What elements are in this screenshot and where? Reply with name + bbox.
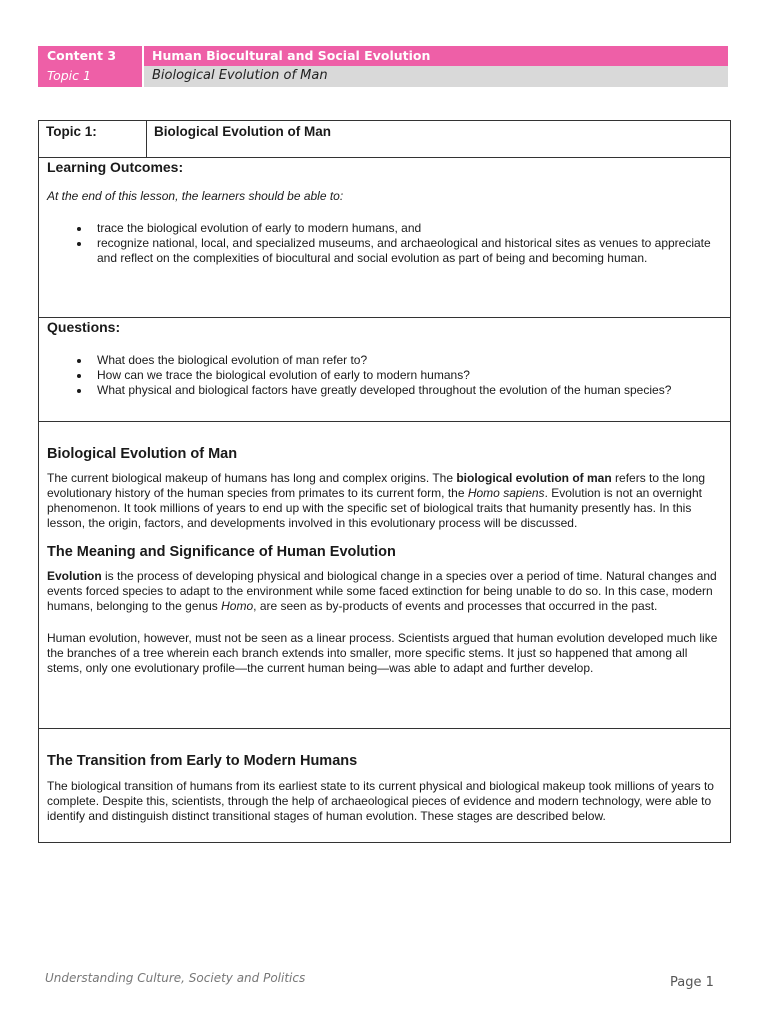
bio-p2-text-a: is the process of developing physical and biological change in a species over a period of time. Natural changes and events forced species to adapt to the environment while some faced extinction for being unable to do so. In this case, modern humans, belonging to the genus [47,569,717,613]
header-row-content [38,46,728,66]
bio-p1-text-c: . Evolution is not an overnight phenomenon. It took millions of years to end up with the specific set of biological traits that humanity presently has. In this lesson, the origin, factors, and developments involved in this evolutionary process will be discussed. [47,486,702,530]
bio-p2-bold: Evolution [47,569,102,583]
table-topic-title: Biological Evolution of Man [154,124,331,139]
bio-p2-text-b: , are seen as by-products of events and processes that occurred in the past. [253,599,658,613]
bio-p2-italic: Homo [221,599,254,613]
questions-list [47,353,722,398]
bio-paragraph-1 [47,471,722,531]
outcomes-intro: At the end of this lesson, the learners should be able to: [47,189,344,203]
bio-paragraph-3: Human evolution, however, must not be seen as a linear process. Scientists argued that human evolution developed much like the branches of a tree wherein each branch extends into smaller, more specific stems. It just so happened that among all stems, only one evolutionary profile—the current human being—was able to adapt and further develop. [47,631,718,675]
topic-title: Biological Evolution of Man [142,66,728,87]
table-topic-label: Topic 1: [39,121,147,157]
question-item: • How can we trace the biological evolution of early to modern humans? [91,368,722,383]
bio-paragraph-2 [47,569,722,614]
bio-p1-text-a: The current biological makeup of humans has long and complex origins. The [47,471,457,485]
header-row-topic [38,66,728,87]
transition-section [39,729,730,842]
document-header [38,46,728,87]
lesson-table [38,120,731,843]
transition-paragraph: The biological transition of humans from its earliest state to its current physical and biological makeup took millions of years to complete. Despite this, scientists, through the help of archaeological pieces of evidence and modern technology, were able to identify and distinguish distinct transitional stages of human evolution. These stages are described below. [47,779,714,823]
outcomes-list [47,221,722,266]
topic-label: Topic 1 [38,66,142,87]
topic-row [39,121,730,158]
question-item: • What does the biological evolution of man refer to? [91,353,722,368]
bio-p1-text-b: refers to the long evolutionary history of the human species from primates to its current form, the [47,471,706,500]
outcome-item: • trace the biological evolution of early to modern humans, and [91,221,722,236]
question-item: • What physical and biological factors have greatly developed throughout the evolution of the human species? [91,383,722,398]
questions-section [39,318,730,422]
outcome-item: • recognize national, local, and specialized museums, and archaeological and historical sites as venues to appreciate and reflect on the complexities of biocultural and social evolution as part of being and becoming human. [91,236,722,266]
questions-heading: Questions: [47,319,121,335]
content-title: Human Biocultural and Social Evolution [142,46,728,66]
learning-outcomes-section [39,158,730,318]
biological-evolution-section [39,422,730,729]
transition-heading: The Transition from Early to Modern Humans [47,753,358,769]
bio-p1-italic: Homo sapiens [467,486,545,500]
footer-page-number: Page 1 [670,975,714,990]
bio-p1-bold: biological evolution of man [456,471,612,485]
meaning-heading: The Meaning and Significance of Human Evolution [47,544,396,560]
content-label: Content 3 [47,48,117,63]
bio-heading: Biological Evolution of Man [47,446,238,462]
outcomes-heading: Learning Outcomes: [47,159,184,175]
footer-course-title: Understanding Culture, Society and Politics [45,971,306,985]
